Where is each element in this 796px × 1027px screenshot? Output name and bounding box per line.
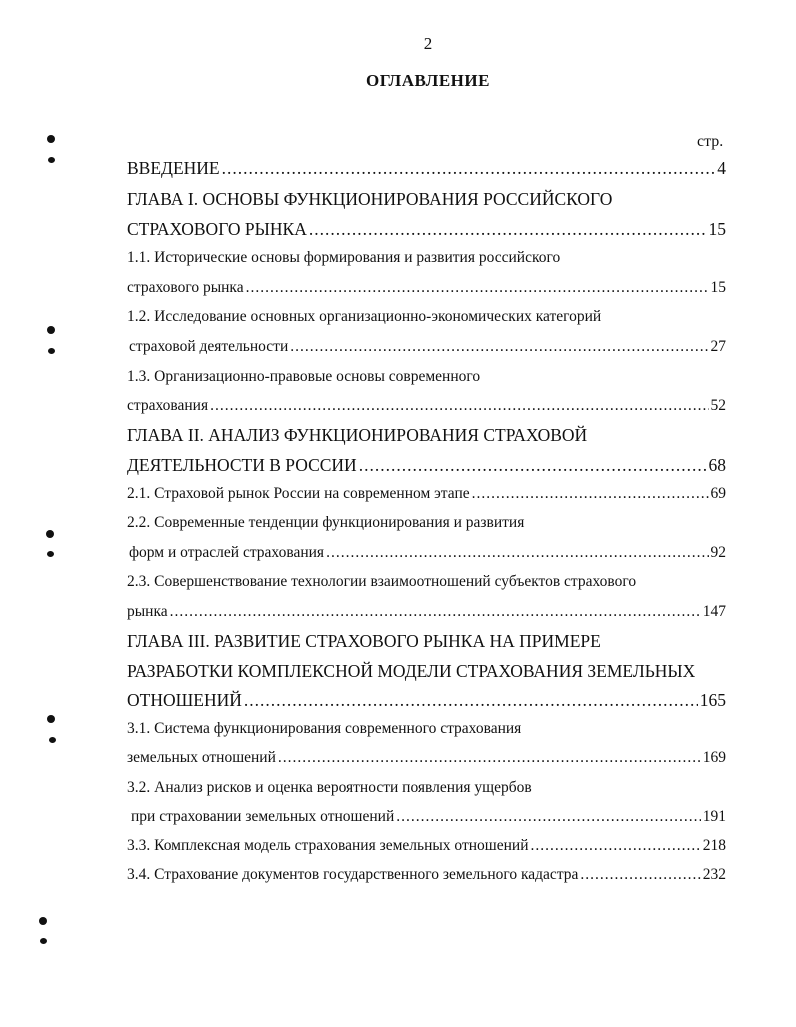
binding-hole-mark bbox=[48, 157, 55, 163]
toc-entry-text: земельных отношений bbox=[127, 749, 276, 766]
toc-chapter-3-title-cont bbox=[127, 659, 726, 683]
toc-entry-text: 3.1. Система функционирования современного страхования bbox=[127, 720, 522, 737]
toc-entry-text: 2.1. Страховой рынок России на современном этапе bbox=[127, 485, 470, 502]
binding-hole-mark bbox=[48, 348, 55, 354]
toc-section-3-1 bbox=[127, 746, 726, 770]
leader-dots bbox=[472, 482, 709, 506]
toc-section-3-2-title bbox=[127, 776, 726, 800]
toc-chapter-2-title bbox=[127, 423, 726, 447]
binding-hole-mark bbox=[47, 715, 55, 723]
toc-section-1-3-title bbox=[127, 365, 726, 389]
toc-entry-page: 52 bbox=[710, 397, 726, 414]
toc-entry-text: 3.2. Анализ рисков и оценка вероятности появления ущербов bbox=[127, 779, 532, 796]
page-title: ОГЛАВЛЕНИЕ bbox=[366, 71, 490, 90]
toc-entry-page: 191 bbox=[702, 808, 726, 825]
toc-entry-text: ГЛАВА II. АНАЛИЗ ФУНКЦИОНИРОВАНИЯ СТРАХОВОЙ bbox=[127, 425, 588, 445]
leader-dots bbox=[309, 217, 707, 241]
toc-entry-text: ВВЕДЕНИЕ bbox=[127, 158, 220, 178]
leader-dots bbox=[326, 541, 708, 565]
toc-entry-page: 169 bbox=[702, 749, 726, 766]
leader-dots bbox=[359, 453, 707, 477]
toc-chapter-1 bbox=[127, 217, 726, 241]
toc-entry-text: 1.1. Исторические основы формирования и развития российского bbox=[127, 249, 561, 266]
binding-hole-mark bbox=[46, 530, 54, 538]
toc-section-1-3 bbox=[127, 394, 726, 418]
toc-entry-text: ОТНОШЕНИЙ bbox=[127, 690, 242, 710]
toc-entry-page: 232 bbox=[702, 866, 726, 883]
toc-section-1-2 bbox=[129, 335, 726, 359]
toc-entry-introduction bbox=[127, 156, 726, 180]
toc-entry-text: ГЛАВА I. ОСНОВЫ ФУНКЦИОНИРОВАНИЯ РОССИЙСКОГО bbox=[127, 189, 613, 209]
toc-entry-text: при страховании земельных отношений bbox=[131, 808, 395, 825]
toc-entry-page: 218 bbox=[702, 837, 726, 854]
toc-section-1-2-title bbox=[127, 305, 726, 329]
toc-chapter-3-title bbox=[127, 629, 726, 653]
toc-section-2-2 bbox=[129, 541, 726, 565]
leader-dots bbox=[396, 805, 701, 829]
toc-entry-text: 3.4. Страхование документов государственного земельного кадастра bbox=[127, 866, 579, 883]
toc-entry-page: 4 bbox=[717, 158, 726, 178]
leader-dots bbox=[210, 394, 708, 418]
toc-entry-text: страховой деятельности bbox=[129, 338, 289, 355]
binding-hole-mark bbox=[47, 135, 55, 143]
toc-section-2-2-title bbox=[127, 511, 726, 535]
toc-entry-text: 2.3. Совершенствование технологии взаимоотношений субъектов страхового bbox=[127, 573, 637, 590]
toc-entry-text: рынка bbox=[127, 603, 168, 620]
toc-chapter-3 bbox=[127, 688, 726, 712]
toc-entry-text: 1.2. Исследование основных организационно-экономических категорий bbox=[127, 308, 602, 325]
toc-section-2-1 bbox=[127, 482, 726, 506]
toc-entry-text: форм и отраслей страхования bbox=[129, 544, 325, 561]
leader-dots bbox=[580, 863, 700, 887]
toc-entry-page: 27 bbox=[710, 338, 726, 355]
toc-section-1-1 bbox=[127, 276, 726, 300]
toc-entry-page: 92 bbox=[710, 544, 726, 561]
binding-hole-mark bbox=[39, 917, 47, 925]
toc-section-2-3-title bbox=[127, 570, 726, 594]
toc-entry-page: 15 bbox=[708, 219, 726, 239]
page-column-label: стр. bbox=[697, 133, 724, 150]
leader-dots bbox=[222, 156, 716, 180]
binding-hole-mark bbox=[47, 326, 55, 334]
toc-entry-text: 3.3. Комплексная модель страхования земельных отношений bbox=[127, 837, 529, 854]
toc-section-3-4 bbox=[127, 863, 726, 887]
toc-entry-page: 69 bbox=[710, 485, 726, 502]
leader-dots bbox=[170, 600, 701, 624]
toc-entry-page: 147 bbox=[702, 603, 726, 620]
toc-section-3-3 bbox=[127, 834, 726, 858]
toc-entry-text: РАЗРАБОТКИ КОМПЛЕКСНОЙ МОДЕЛИ СТРАХОВАНИЯ ЗЕМЕЛЬНЫХ bbox=[127, 661, 696, 681]
toc-entry-text: СТРАХОВОГО РЫНКА bbox=[127, 219, 307, 239]
toc-section-3-2 bbox=[131, 805, 726, 829]
binding-hole-mark bbox=[47, 551, 54, 557]
toc-section-1-1-title bbox=[127, 246, 726, 270]
leader-dots bbox=[244, 688, 698, 712]
leader-dots bbox=[531, 834, 701, 858]
toc-chapter-1-title bbox=[127, 187, 726, 211]
leader-dots bbox=[246, 276, 709, 300]
binding-hole-mark bbox=[40, 938, 47, 944]
toc-section-3-1-title bbox=[127, 717, 726, 741]
leader-dots bbox=[278, 746, 701, 770]
toc-section-2-3 bbox=[127, 600, 726, 624]
toc-entry-page: 165 bbox=[699, 690, 726, 710]
toc-entry-text: страхования bbox=[127, 397, 209, 414]
toc-entry-text: ДЕЯТЕЛЬНОСТИ В РОССИИ bbox=[127, 455, 357, 475]
toc-entry-text: 2.2. Современные тенденции функционирования и развития bbox=[127, 514, 525, 531]
toc-chapter-2 bbox=[127, 453, 726, 477]
toc-entry-text: страхового рынка bbox=[127, 279, 244, 296]
toc-entry-text: ГЛАВА III. РАЗВИТИЕ СТРАХОВОГО РЫНКА НА ПРИМЕРЕ bbox=[127, 631, 601, 651]
toc-entry-page: 68 bbox=[708, 455, 726, 475]
toc-entry-page: 15 bbox=[710, 279, 726, 296]
binding-hole-mark bbox=[49, 737, 56, 743]
leader-dots bbox=[290, 335, 708, 359]
page-number: 2 bbox=[423, 34, 433, 53]
toc-entry-text: 1.3. Организационно-правовые основы современного bbox=[127, 368, 481, 385]
